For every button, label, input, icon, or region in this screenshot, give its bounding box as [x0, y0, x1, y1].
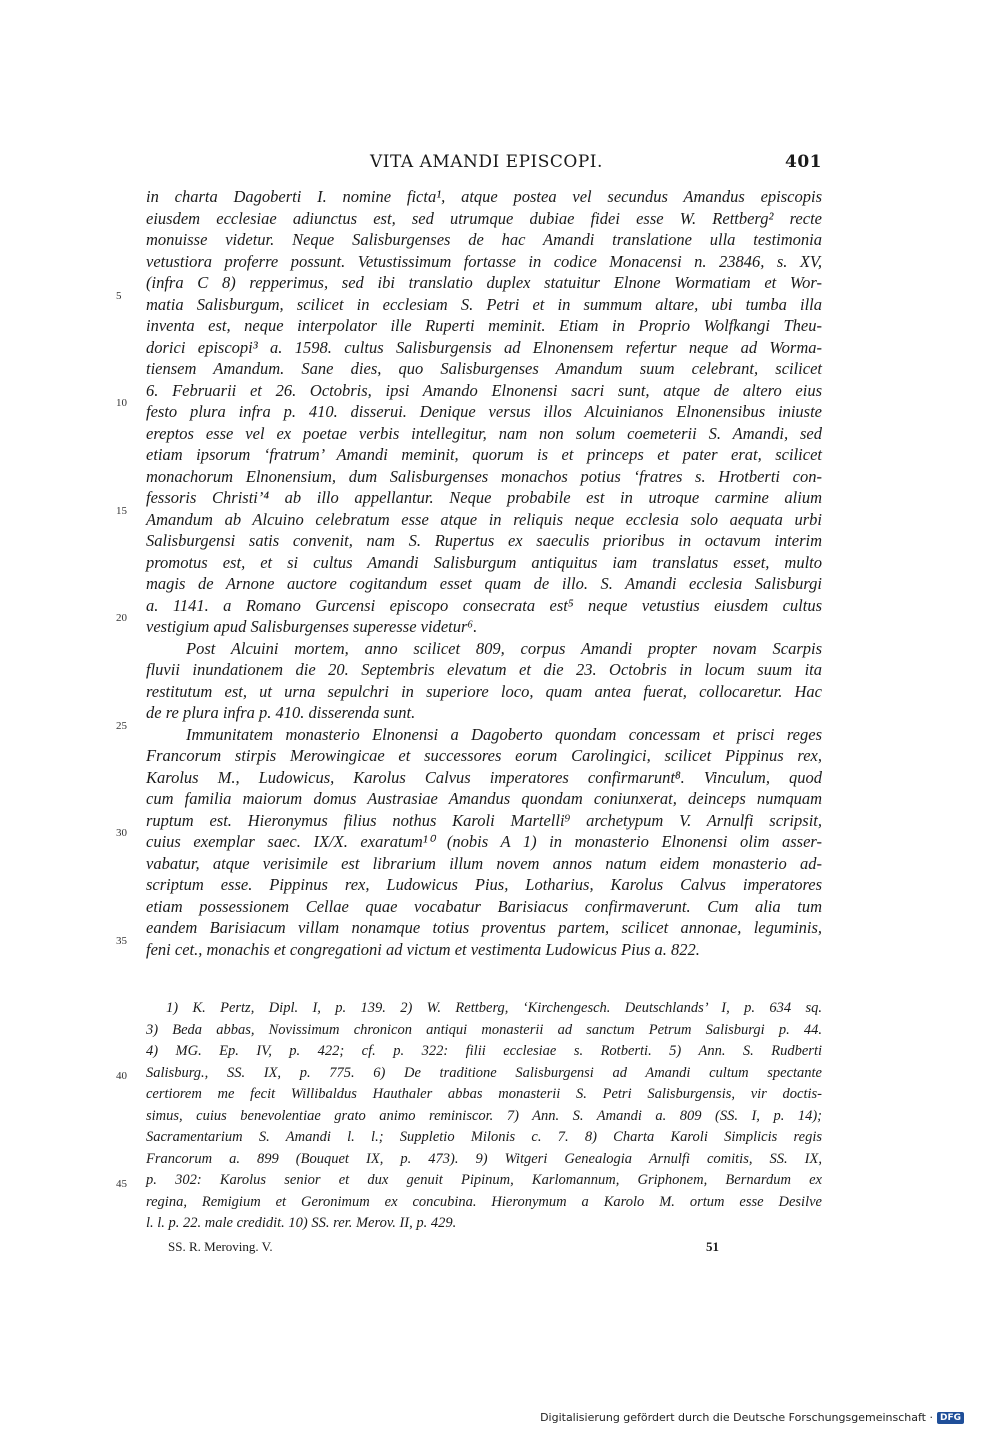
text-line: ereptos esse vel ex poetae verbis intellegitur, nam non solum coemeterii S. Amandi, sed	[146, 423, 822, 443]
text-line: dorici episcopi³ a. 1598. cultus Salisburgensis ad Elnonensem refertur neque ad Worma-	[146, 337, 822, 357]
footnote-line: 1) K. Pertz, Dipl. I, p. 139. 2) W. Rettberg, ‘Kirchengesch. Deutschlands’ I, p. 634 sq.	[166, 1000, 822, 1016]
line-number: 35	[116, 935, 127, 947]
text-line: Immunitatem monasterio Elnonensi a Dagoberto quondam concessam et prisci reges	[186, 724, 822, 744]
text-line: a. 1141. a Romano Gurcensi episcopo consecrata est⁵ neque vetustius eiusdem cultus	[146, 595, 822, 615]
text-line: eandem Barisiacum villam nonamque totius proventus partem, scilicet annonae, leguminis,	[146, 918, 822, 937]
footnote-line: Salisburg., SS. IX, p. 775. 6) De traditione Salisburgensi ad Amandi cultum spectante	[146, 1064, 822, 1081]
text-line: tiensem Amandum. Sane dies, quo Salisburgenses Amandum suum celebrant, scilicet	[146, 359, 822, 378]
text-line: restitutum est, ut urna sepulchri in superiore loco, quam antea fuerat, collocaretur. Hac	[146, 681, 822, 701]
digitization-credit	[540, 1411, 964, 1424]
text-line: feni cet., monachis et congregationi ad victum et vestimenta Ludowicus Pius a. 822.	[146, 939, 700, 959]
dfg-logo-icon: DFG	[937, 1412, 964, 1424]
credit-text: Digitalisierung gefördert durch die Deutsche Forschungsgemeinschaft ·	[540, 1411, 933, 1424]
text-line: magis de Arnone auctore cogitandum esset quam de illo. S. Amandi ecclesia Salisburgi	[146, 574, 822, 593]
text-line: de re plura infra p. 410. disserenda sunt.	[146, 703, 416, 722]
text-line: Karolus M., Ludowicus, Karolus Calvus imperatores confirmarunt⁸. Vinculum, quod	[146, 767, 822, 787]
line-number: 40	[116, 1070, 127, 1082]
text-line: (infra C 8) repperimus, sed ibi translatio duplex statuitur Elnone Wormatiam et Wor-	[146, 273, 822, 292]
line-number: 45	[116, 1178, 127, 1190]
text-line: cum familia maiorum domus Austrasiae Amandus quondam coniunxerat, deinceps numquam	[146, 789, 822, 808]
line-number: 5	[116, 290, 122, 302]
text-line: scriptum esse. Pippinus rex, Ludowicus Pius, Lotharius, Karolus Calvus imperatores	[146, 875, 822, 894]
text-line: vabatur, atque verisimile est librarium illum novem annos natum eidem monasterio ad-	[146, 853, 822, 873]
running-header	[370, 152, 822, 182]
text-line: etiam possessionem Cellae quae vocabatur Barisiacus confirmaverunt. Cum alia tum	[146, 896, 822, 916]
text-line: fessoris Christi’⁴ ab illo appellantur. Neque probabile est in utroque carmine alium	[146, 488, 822, 507]
running-title: VITA AMANDI EPISCOPI.	[370, 152, 603, 172]
footnote-line: l. l. p. 22. male credidit. 10) SS. rer. Merov. II, p. 429.	[146, 1215, 457, 1231]
footnote-line: certiorem me fecit Willibaldus Hauthaler abbas monasterii S. Petri Salisburgensis, vir doctis-	[146, 1086, 822, 1102]
footnote-line: 4) MG. Ep. IV, p. 422; cf. p. 322: filii ecclesiae s. Rotberti. 5) Ann. S. Rudberti	[146, 1043, 822, 1059]
text-line: Salisburgensi satis convenit, nam S. Rupertus ex saeculis prioribus in octavum interim	[146, 531, 822, 550]
line-number: 10	[116, 397, 127, 409]
text-line: promotus est, et si cultus Amandi Salisburgum antiquitus iam translatus esset, multo	[146, 552, 822, 572]
text-line: inventa est, neque interpolator ille Ruperti meminit. Etiam in Proprio Wolfkangi Theu-	[146, 316, 822, 335]
text-line: eiusdem ecclesiae adiunctus est, sed utrumque dubiae fidei esse W. Rettberg² recte	[146, 208, 822, 228]
text-line: Post Alcuini mortem, anno scilicet 809, corpus Amandi propter novam Scarpis	[186, 638, 822, 658]
text-line: vetustiora proferre possunt. Vetustissimum fortasse in codice Monacensi n. 23846, s. XV,	[146, 251, 822, 271]
text-line: fluvii inundationem die 20. Septembris elevatum et die 23. Octobris in locum suum ita	[146, 660, 822, 679]
footnote-line: p. 302: Karolus senior et dux genuit Pipinum, Karlomannum, Griphonem, Bernardum ex	[146, 1172, 822, 1188]
text-line: festo plura infra p. 410. disserui. Denique versus illos Alcuinianos Elnonensibus iniuste	[146, 402, 822, 421]
footnote-line: regina, Remigium et Geronimum ex concubina. Hieronymum a Karolo M. ortum esse Desilve	[146, 1193, 822, 1210]
page-number: 401	[785, 152, 822, 172]
footnote-line: 3) Beda abbas, Novissimum chronicon antiqui monasterii ad sanctum Petrum Salisburgi p. 44.	[146, 1021, 822, 1038]
line-number: 20	[116, 612, 127, 624]
sheet-number: 51	[706, 1239, 719, 1254]
text-line: matia Salisburgum, scilicet in ecclesiam S. Petri et in summum altare, ubi tumba illa	[146, 294, 822, 314]
line-number: 25	[116, 720, 127, 732]
text-line: Amandum ab Alcuino celebratum esse atque in reliquis neque ecclesia solo aequata urbi	[146, 509, 822, 529]
line-number: 30	[116, 827, 127, 839]
series-signature: SS. R. Meroving. V.	[168, 1239, 273, 1254]
text-line: monuisse videtur. Neque Salisburgenses de hac Amandi translatione ulla testimonia	[146, 230, 822, 249]
text-line: ruptum est. Hieronymus filius nothus Karoli Martelli⁹ archetypum V. Arnulfi scripsit,	[146, 810, 822, 830]
text-line: Francorum stirpis Merowingicae et successores eorum Carolingici, scilicet Pippinus rex,	[146, 746, 822, 765]
text-line: monachorum Elnonensium, dum Salisburgenses monachos potius ‘fratres s. Hrotberti con-	[146, 466, 822, 486]
text-line: cuius exemplar saec. IX/X. exaratum¹⁰ (nobis A 1) in monasterio Elnonensi olim asser-	[146, 832, 822, 851]
line-number: 15	[116, 505, 127, 517]
footnote-line: Francorum a. 899 (Bouquet IX, p. 473). 9) Witgeri Genealogia Arnulfi comitis, SS. IX,	[146, 1150, 822, 1167]
footnote-line: Sacramentarium S. Amandi l. l.; Suppletio Milonis c. 7. 8) Charta Karoli Simplicis regis	[146, 1129, 822, 1145]
main-text	[146, 186, 822, 960]
footnote-line: simus, cuius benevolentiae grato animo reminiscor. 7) Ann. S. Amandi a. 809 (SS. I, p. 14);	[146, 1107, 822, 1124]
text-line: in charta Dagoberti I. nomine ficta¹, atque postea vel secundus Amandus episcopis	[146, 187, 822, 206]
text-line: 6. Februarii et 26. Octobris, ipsi Amando Elnonensi sacri sunt, atque de altero eius	[146, 380, 822, 400]
text-line: vestigium apud Salisburgenses superesse videtur⁶.	[146, 617, 478, 636]
footnotes	[146, 998, 822, 1235]
text-line: etiam ipsorum ‘fratrum’ Amandi meminit, quorum is et princeps et pater erat, scilicet	[146, 445, 822, 464]
